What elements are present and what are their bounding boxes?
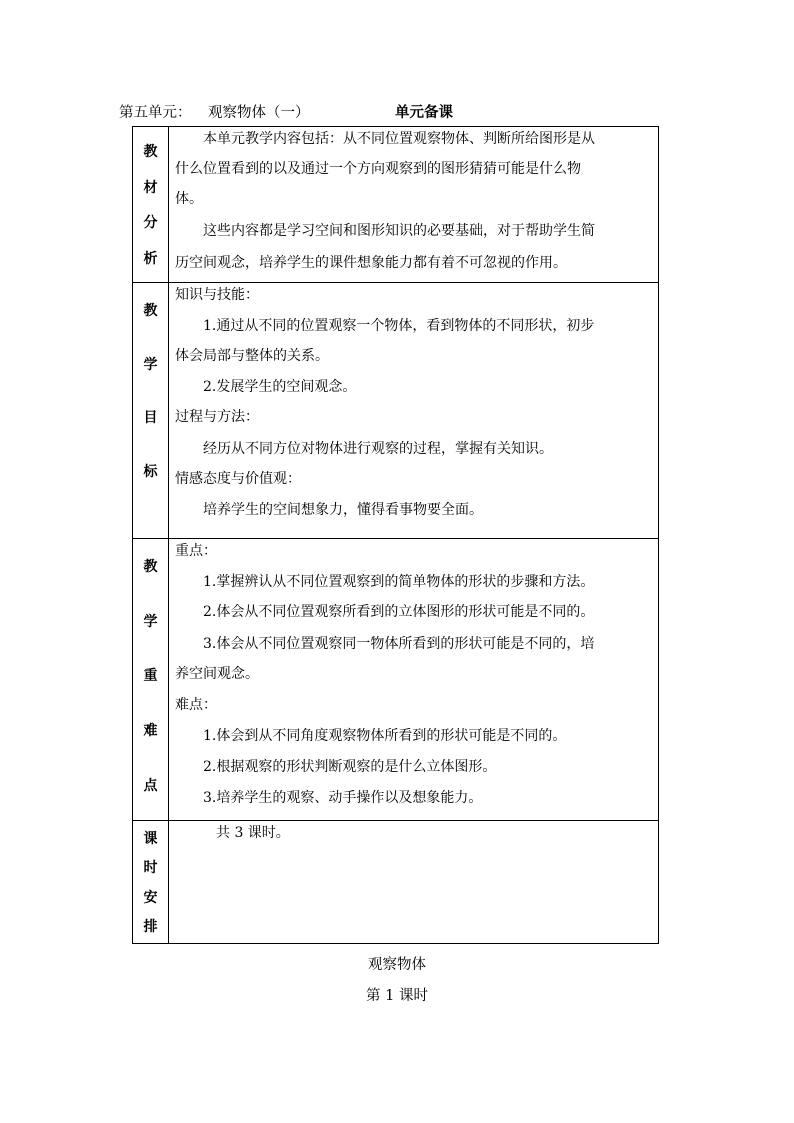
- label-char: 课: [143, 830, 158, 847]
- goals-line: 培养学生的空间想象力，懂得看事物要全面。: [203, 502, 483, 518]
- schedule-label: [133, 821, 169, 944]
- lesson-number: 第 1 课时: [366, 988, 428, 1004]
- analysis-content: [169, 127, 659, 283]
- label-char: 析: [143, 251, 158, 268]
- unit-number: 第五单元：: [119, 105, 192, 121]
- goals-line: 体会局部与整体的关系。: [175, 348, 329, 364]
- label-char: 学: [143, 613, 158, 630]
- unit-topic: 观察物体（一）: [208, 105, 310, 121]
- schedule-content: [169, 821, 659, 944]
- key-points-line: 2.根据观察的形状判断观察的是什么立体图形。: [203, 759, 497, 775]
- key-points-row: [133, 539, 659, 821]
- key-points-line: 3.体会从不同位置观察同一物体所看到的形状可能是不同的，培: [203, 636, 595, 652]
- label-char: 难: [143, 723, 158, 740]
- goals-content: [169, 283, 659, 539]
- analysis-line: 本单元教学内容包括：从不同位置观察物体、判断所给图形是从: [203, 131, 595, 147]
- key-points-line: 3.培养学生的观察、动手操作以及想象能力。: [203, 790, 483, 806]
- unit-header: [119, 103, 679, 123]
- label-char: 时: [143, 860, 158, 877]
- key-points-label: [133, 539, 169, 821]
- key-points-line: 2.体会从不同位置观察所看到的立体图形的形状可能是不同的。: [203, 604, 595, 620]
- key-points-content: [169, 539, 659, 821]
- key-points-line: 重点：: [175, 543, 217, 559]
- goals-label: [133, 283, 169, 539]
- label-char: 教: [143, 302, 158, 319]
- lesson-title: 观察物体: [368, 957, 426, 973]
- label-char: 分: [143, 215, 158, 232]
- label-char: 排: [143, 919, 158, 936]
- goals-line: 知识与技能：: [175, 287, 259, 303]
- key-points-line: 1.掌握辨认从不同位置观察到的简单物体的形状的步骤和方法。: [203, 574, 595, 590]
- label-char: 教: [143, 143, 158, 160]
- key-points-line: 养空间观念。: [175, 666, 259, 682]
- key-points-line: 难点：: [175, 697, 217, 713]
- schedule-row: [133, 821, 659, 944]
- label-char: 学: [143, 356, 158, 373]
- schedule-line: 共 3 课时。: [216, 825, 290, 841]
- analysis-line: 历空间观念，培养学生的课件想象能力都有着不可忽视的作用。: [175, 255, 567, 271]
- goals-line: 经历从不同方位对物体进行观察的过程，掌握有关知识。: [203, 441, 553, 457]
- label-char: 点: [143, 777, 158, 794]
- label-char: 安: [143, 889, 158, 906]
- label-char: 目: [143, 410, 158, 427]
- goals-line: 1.通过从不同的位置观察一个物体，看到物体的不同形状，初步: [203, 318, 595, 334]
- label-char: 材: [143, 179, 158, 196]
- goals-line: 情感态度与价值观：: [175, 471, 301, 487]
- analysis-row: [133, 127, 659, 283]
- label-char: 教: [143, 559, 158, 576]
- analysis-label: [133, 127, 169, 283]
- unit-plan-table: [132, 126, 659, 944]
- label-char: 重: [143, 668, 158, 685]
- goals-row: [133, 283, 659, 539]
- label-char: 标: [143, 464, 158, 481]
- analysis-line: 体。: [175, 191, 203, 207]
- analysis-line: 什么位置看到的以及通过一个方向观察到的图形猜猜可能是什么物: [175, 161, 581, 177]
- goals-line: 过程与方法：: [175, 409, 259, 425]
- key-points-line: 1.体会到从不同角度观察物体所看到的形状可能是不同的。: [203, 728, 567, 744]
- plan-heading: 单元备课: [395, 104, 453, 121]
- goals-line: 2.发展学生的空间观念。: [203, 379, 357, 395]
- analysis-line: 这些内容都是学习空间和图形知识的必要基础，对于帮助学生简: [203, 223, 595, 239]
